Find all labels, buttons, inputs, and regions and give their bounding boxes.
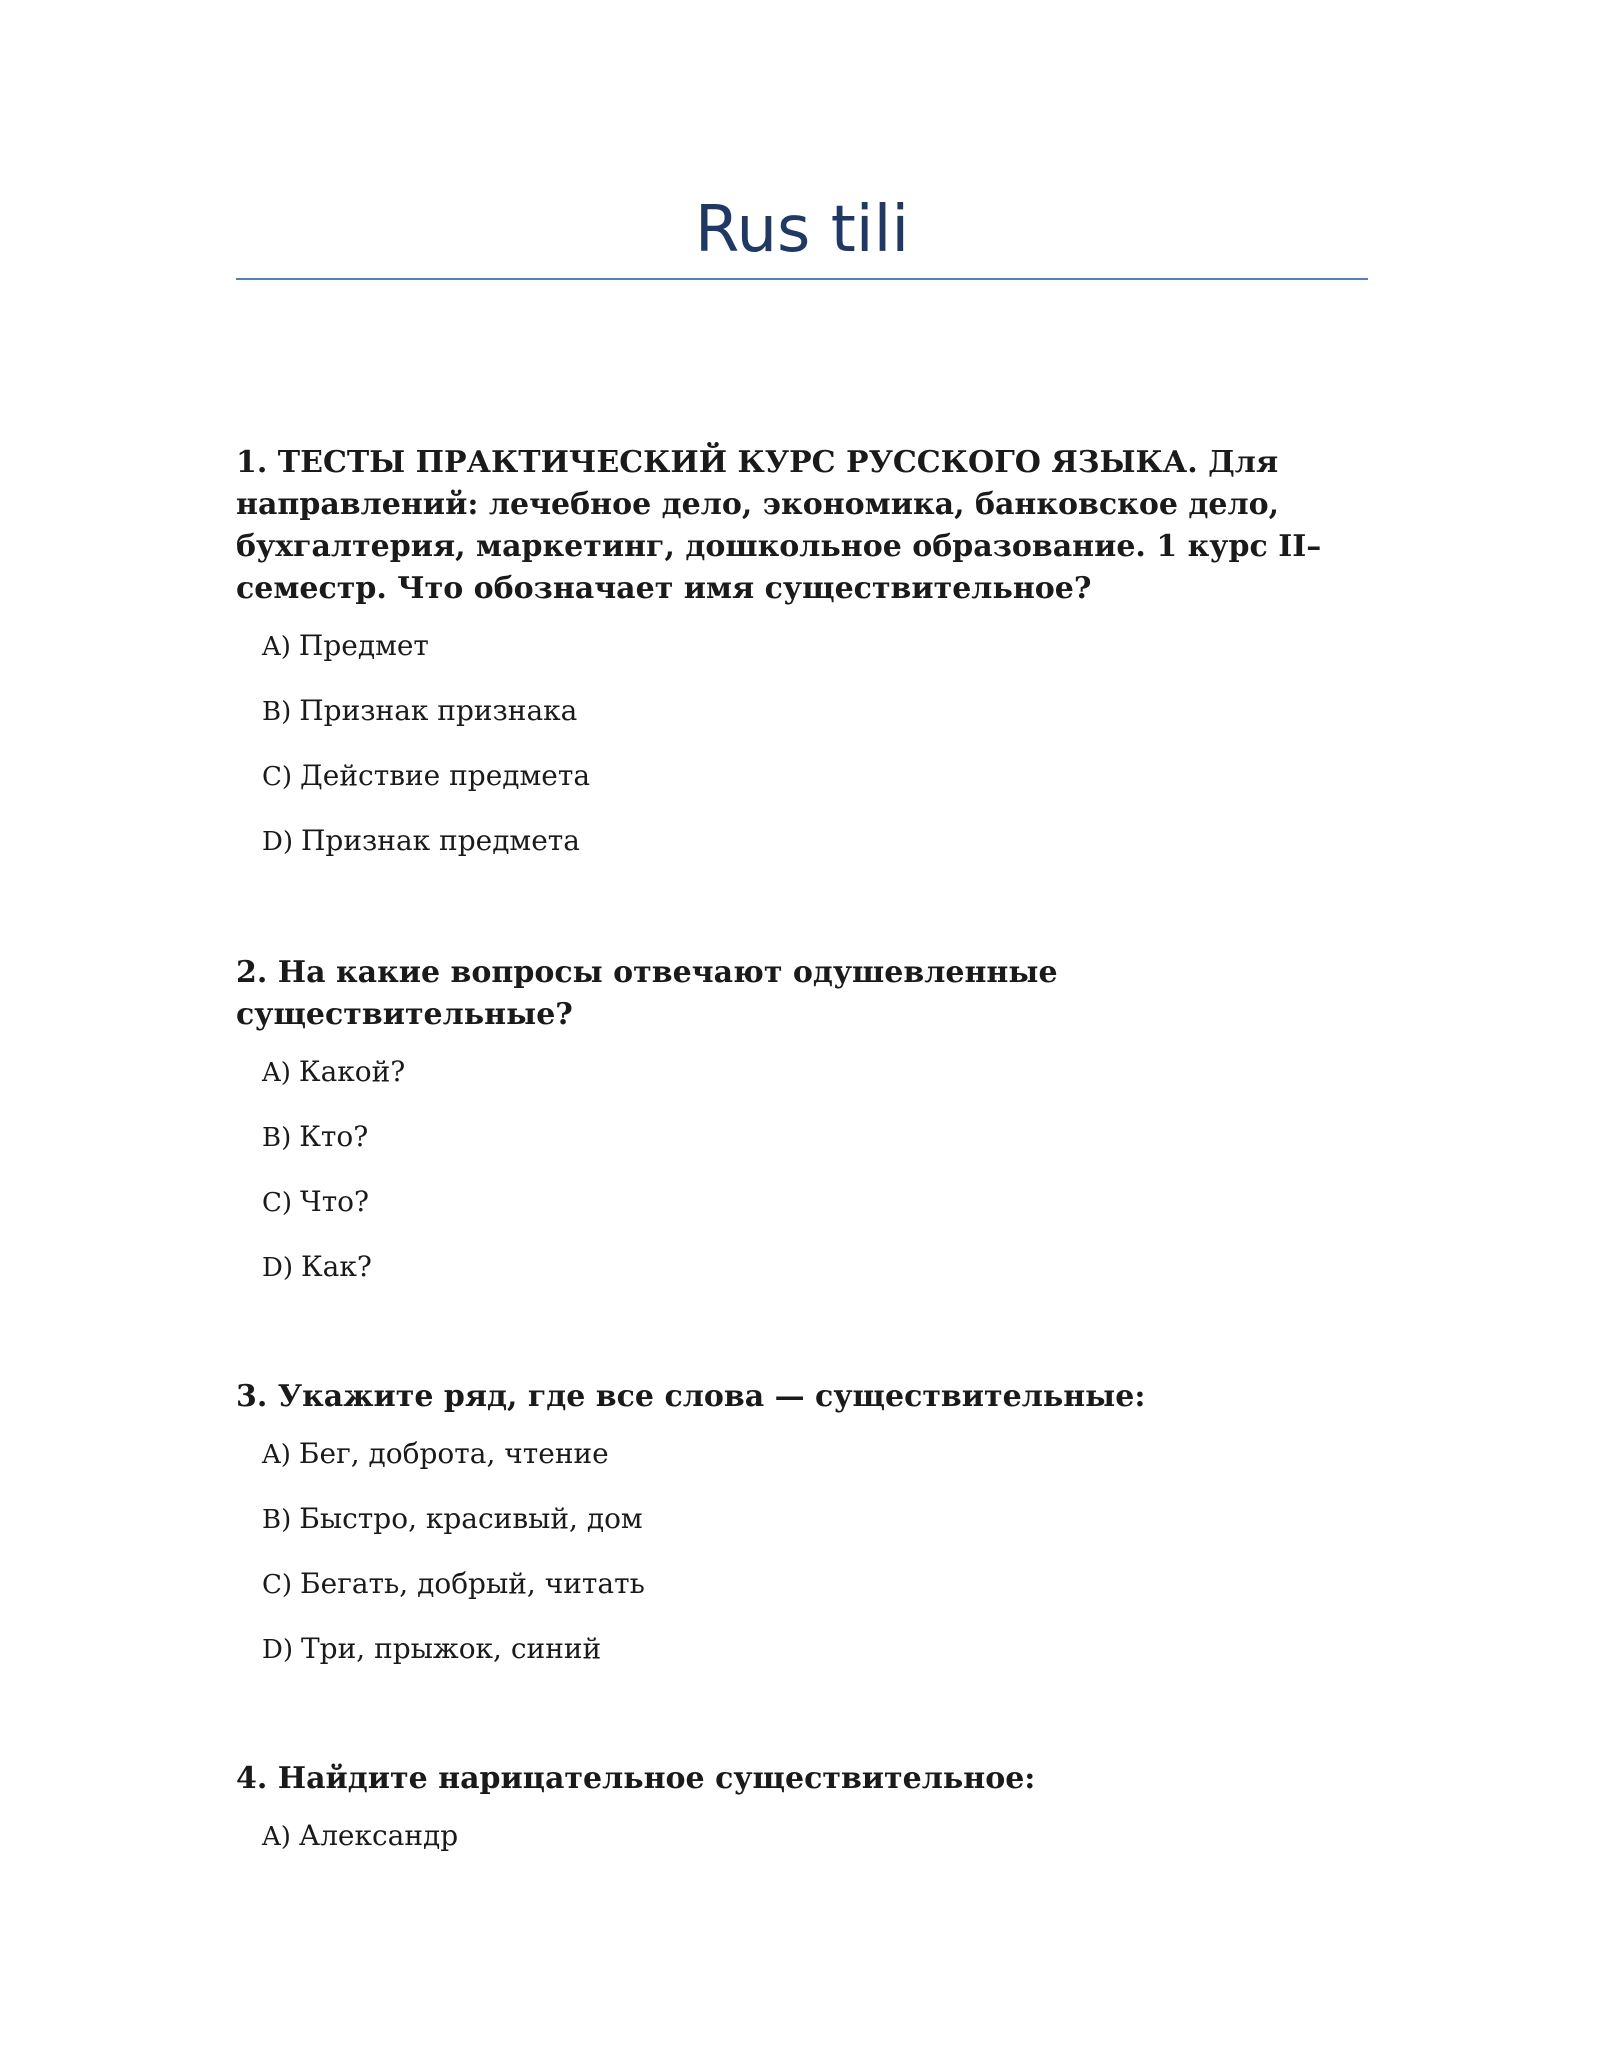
answer-options: [236, 1052, 1368, 1288]
option-letter: C): [262, 1570, 293, 1600]
answer-option-a: [262, 1052, 1368, 1093]
option-letter: D): [262, 1635, 293, 1665]
question-3: [236, 1376, 1368, 1670]
option-letter: A): [262, 1058, 291, 1088]
option-text: Признак предмета: [301, 824, 580, 857]
option-letter: A): [262, 632, 291, 662]
answer-options: [236, 1434, 1368, 1670]
option-letter: B): [262, 1505, 292, 1535]
option-letter: A): [262, 1822, 291, 1852]
answer-options: [236, 1816, 1368, 1857]
document-page: [236, 0, 1368, 1857]
option-letter: C): [262, 1188, 293, 1218]
answer-option-d: [262, 821, 1368, 862]
document-title: Rus tili: [694, 193, 910, 267]
question-1: [236, 442, 1368, 862]
option-text: Как?: [301, 1250, 372, 1283]
option-letter: B): [262, 1123, 292, 1153]
option-text: Какой?: [298, 1055, 406, 1088]
title-underline: [236, 278, 1368, 280]
answer-option-b: [262, 1117, 1368, 1158]
option-text: Три, прыжок, синий: [301, 1632, 602, 1665]
answer-option-c: [262, 1564, 1368, 1605]
question-text: 2. На какие вопросы отвечают одушевленные существительные?: [236, 955, 1058, 1032]
option-text: Что?: [300, 1185, 370, 1218]
answer-option-a: [262, 1434, 1368, 1475]
option-text: Кто?: [299, 1120, 369, 1153]
option-letter: D): [262, 1253, 293, 1283]
question-2: [236, 952, 1368, 1288]
answer-option-a: [262, 626, 1368, 667]
option-text: Предмет: [298, 629, 429, 662]
option-letter: C): [262, 762, 293, 792]
answer-option-d: [262, 1247, 1368, 1288]
option-text: Бег, доброта, чтение: [298, 1437, 609, 1470]
question-text: 3. Укажите ряд, где все слова — существительные:: [236, 1379, 1146, 1414]
option-letter: D): [262, 827, 293, 857]
option-text: Бегать, добрый, читать: [300, 1567, 645, 1600]
option-text: Признак признака: [299, 694, 578, 727]
answer-option-b: [262, 691, 1368, 732]
answer-options: [236, 626, 1368, 862]
option-text: Действие предмета: [300, 759, 591, 792]
question-text: 4. Найдите нарицательное существительное:: [236, 1761, 1036, 1796]
answer-option-c: [262, 1182, 1368, 1223]
question-4: [236, 1758, 1368, 1857]
answer-option-d: [262, 1629, 1368, 1670]
question-list: [236, 442, 1368, 1857]
answer-option-b: [262, 1499, 1368, 1540]
option-text: Александр: [298, 1819, 459, 1852]
option-letter: A): [262, 1440, 291, 1470]
answer-option-a: [262, 1816, 1368, 1857]
option-text: Быстро, красивый, дом: [299, 1502, 643, 1535]
option-letter: B): [262, 697, 292, 727]
question-text: 1. ТЕСТЫ ПРАКТИЧЕСКИЙ КУРС РУССКОГО ЯЗЫКА. Для направлений: лечебное дело, экономика, банковское дело, бухгалтерия, маркетинг, дошкольное образование. 1 курс II– семестр. Что обозначает имя существительное?: [236, 445, 1322, 606]
answer-option-c: [262, 756, 1368, 797]
